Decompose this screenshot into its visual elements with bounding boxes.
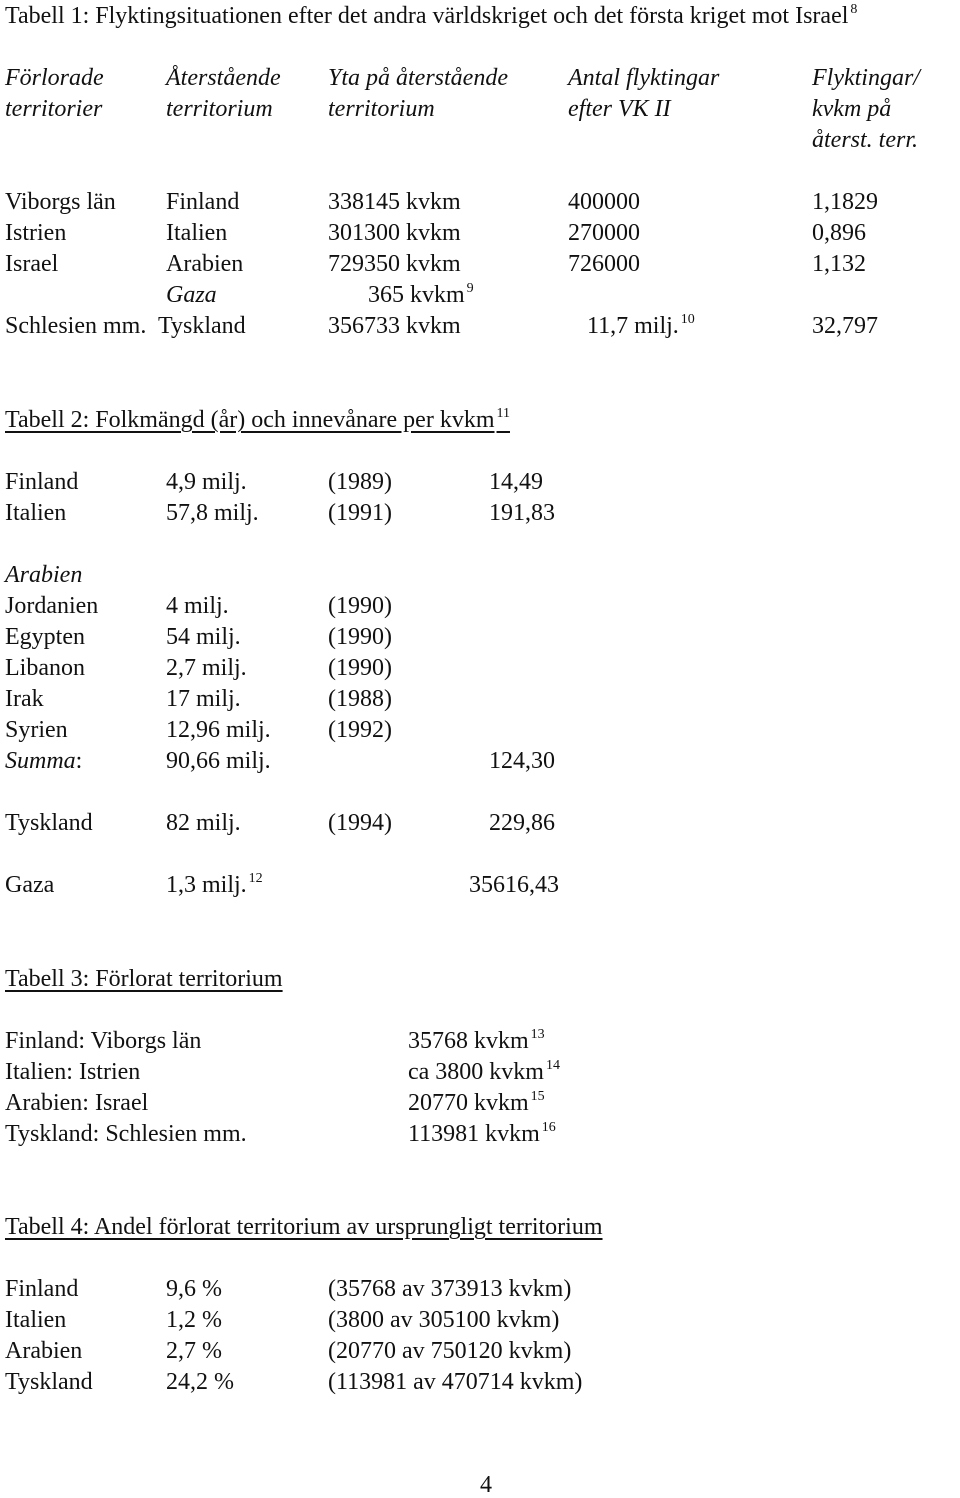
table1-header-line: återst. terr.: [812, 127, 919, 153]
table4-cell: 24,2 %: [166, 1369, 234, 1395]
table2-cell: (1988): [328, 686, 392, 712]
table2-cell: 14,49: [489, 469, 543, 495]
table2-summa-pop: 90,66 milj.: [166, 748, 271, 774]
table4-cell: (20770 av 750120 kvkm): [328, 1338, 572, 1364]
table1-header-line: kvkm på: [812, 96, 892, 122]
table4-cell: Tyskland: [5, 1369, 93, 1395]
table1-cell: Istrien: [5, 220, 67, 246]
table2-cell: 57,8 milj.: [166, 500, 259, 526]
table1-cell: Schlesien mm.: [5, 313, 147, 339]
table2-summa-density: 124,30: [489, 748, 555, 774]
table2-cell: (1990): [328, 624, 392, 650]
table2-cell: Italien: [5, 500, 67, 526]
table1-cell: 270000: [568, 220, 640, 246]
table2-cell: 4 milj.: [166, 593, 229, 619]
table1-title: Tabell 1: Flyktingsituationen efter det andra världskriget och det första kriget mot Israel $^8$: [5, 2, 858, 29]
table2-cell: Tyskland: [5, 810, 93, 836]
table1-cell: Israel: [5, 251, 59, 277]
table3-label: Tyskland: Schlesien mm.: [5, 1121, 247, 1147]
table2-title: Tabell 2: Folkmängd (år) och innevånare per kvkm $^{11}$: [5, 406, 510, 433]
table1-cell: 1,1829: [812, 189, 878, 215]
table2-cell: 2,7 milj.: [166, 655, 247, 681]
table4-cell: (113981 av 470714 kvkm): [328, 1369, 583, 1395]
table1-cell: 32,797: [812, 313, 878, 339]
table1-cell: 729350 kvkm: [328, 251, 461, 277]
table2-arabien-label: Arabien: [5, 562, 83, 588]
table4-cell: 2,7 %: [166, 1338, 222, 1364]
table2-cell: (1991): [328, 500, 392, 526]
table2-cell: 12,96 milj.: [166, 717, 271, 743]
table2-cell: Irak: [5, 686, 44, 712]
page-number: 4: [480, 1472, 492, 1498]
table4-cell: (35768 av 373913 kvkm): [328, 1276, 572, 1302]
table1-cell: 400000: [568, 189, 640, 215]
table4-cell: 9,6 %: [166, 1276, 222, 1302]
table2-cell: Egypten: [5, 624, 85, 650]
table1-cell: Tyskland: [158, 313, 246, 339]
table4-title: Tabell 4: Andel förlorat territorium av ursprungligt territorium: [5, 1214, 603, 1240]
table2-cell: 4,9 milj.: [166, 469, 247, 495]
table3-value: 20770 kvkm $^{15}$: [408, 1089, 545, 1116]
table2-gaza-density: 35616,43: [469, 872, 559, 898]
table4-cell: Italien: [5, 1307, 67, 1333]
table1-cell: Arabien: [166, 251, 244, 277]
table1-header-line: Flyktingar/: [812, 65, 920, 91]
table1-header-line: Förlorade: [5, 65, 104, 91]
table3-label: Finland: Viborgs län: [5, 1028, 202, 1054]
table3-value: ca 3800 kvkm $^{14}$: [408, 1058, 560, 1085]
table1-gaza-area: 365 kvkm $^9$: [368, 281, 474, 308]
table1-cell: 11,7 milj. $^{10}$: [587, 312, 695, 339]
table3-value: 35768 kvkm $^{13}$: [408, 1027, 545, 1054]
table2-gaza-label: Gaza: [5, 872, 55, 898]
table1-cell: 1,132: [812, 251, 866, 277]
table2-cell: 54 milj.: [166, 624, 241, 650]
table1-cell: Italien: [166, 220, 228, 246]
table2-cell: Jordanien: [5, 593, 99, 619]
table2-cell: 229,86: [489, 810, 555, 836]
table1-header-line: Återstående: [166, 65, 281, 91]
table2-cell: (1994): [328, 810, 392, 836]
table1-cell: 338145 kvkm: [328, 189, 461, 215]
table2-cell: (1989): [328, 469, 392, 495]
table3-label: Italien: Istrien: [5, 1059, 141, 1085]
table2-cell: (1992): [328, 717, 392, 743]
table4-cell: (3800 av 305100 kvkm): [328, 1307, 560, 1333]
table4-cell: Finland: [5, 1276, 79, 1302]
table1-cell: Finland: [166, 189, 240, 215]
table4-cell: Arabien: [5, 1338, 83, 1364]
table3-label: Arabien: Israel: [5, 1090, 149, 1116]
table2-cell: Libanon: [5, 655, 85, 681]
table2-gaza-pop: 1,3 milj. $^{12}$: [166, 871, 263, 898]
table1-cell: 726000: [568, 251, 640, 277]
table1-gaza-label: Gaza: [166, 282, 217, 308]
table1-cell: 301300 kvkm: [328, 220, 461, 246]
table1-cell: Viborgs län: [5, 189, 116, 215]
table2-summa-label: Summa:: [5, 748, 83, 774]
table4-cell: 1,2 %: [166, 1307, 222, 1333]
table2-cell: Syrien: [5, 717, 68, 743]
table2-cell: 191,83: [489, 500, 555, 526]
table1-header-line: territorium: [328, 96, 435, 122]
table1-header-line: territorium: [166, 96, 273, 122]
table1-header-line: Yta på återstående: [328, 65, 508, 91]
table2-cell: Finland: [5, 469, 79, 495]
table1-header-line: efter VK II: [568, 96, 671, 122]
table2-cell: (1990): [328, 593, 392, 619]
table3-title: Tabell 3: Förlorat territorium: [5, 966, 283, 992]
table2-cell: (1990): [328, 655, 392, 681]
table2-cell: 82 milj.: [166, 810, 241, 836]
table1-cell: 0,896: [812, 220, 866, 246]
table3-value: 113981 kvkm $^{16}$: [408, 1120, 556, 1147]
table1-cell: 356733 kvkm: [328, 313, 461, 339]
table2-cell: 17 milj.: [166, 686, 241, 712]
table1-header-line: territorier: [5, 96, 103, 122]
table1-header-line: Antal flyktingar: [568, 65, 720, 91]
